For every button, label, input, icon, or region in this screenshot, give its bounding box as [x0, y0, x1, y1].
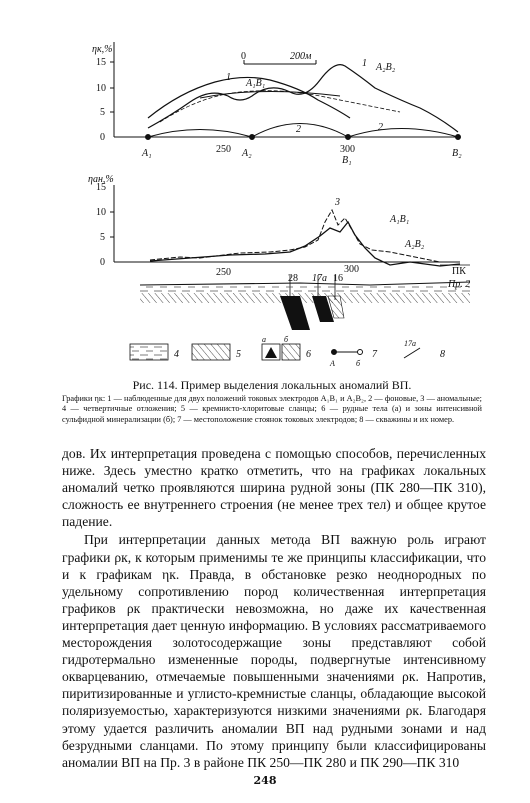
profile-label: Пр. 2: [448, 279, 471, 290]
figure-114: [0, 0, 530, 375]
figure-legend-text: Графики ηк: 1 — наблюденные для двух положений токовых электродов A₁B₁ и A₂B₂, 2 — фоновые, 3 — аномальные; 4 — четвертичные отложения; 5 — кремнисто-хлоритовые сланцы; 6 — рудные тела (а) и зоны интенсивной сульфидной минерализации (б); 7 — местоположение стоянок токовых электродов; 8 — скважины и их номер.: [62, 394, 482, 424]
well-label: 17а: [312, 273, 327, 284]
page-number: 248: [253, 774, 277, 787]
y-tick: 15: [96, 57, 106, 68]
legend-sub: б: [284, 335, 289, 344]
scale-label: 200м: [290, 51, 312, 62]
well-label: 28: [288, 273, 298, 284]
curve-label: A₁B₁: [390, 214, 410, 225]
y-tick: 0: [100, 132, 105, 143]
upper-graph: [110, 42, 461, 140]
curve-label: 2: [378, 122, 383, 133]
axis-label: A₂: [242, 148, 252, 159]
axis-label: 250: [216, 267, 231, 278]
axis-label: A₁: [142, 148, 152, 159]
axis-label: ПК: [452, 266, 466, 277]
paragraph: дов. Их интерпретация проведена с помощью способов, перечисленных ниже. Здесь уместно кратко отметить, что на графиках локальных аномалий четко проявляются ширина рудной зоны (ПК 280—ПК 310), сложность ее внутреннего строения (не менее трех тел) и общее крутое падение.: [62, 446, 486, 530]
axis-label: 300: [344, 264, 359, 275]
y-tick: 5: [100, 232, 105, 243]
scale-zero: 0: [241, 51, 246, 62]
y-tick: 15: [96, 182, 106, 193]
curve-label: A₂B₂: [376, 62, 396, 73]
y-tick: 5: [100, 107, 105, 118]
legend-number: 8: [440, 349, 445, 360]
axis-label: B₁: [342, 155, 352, 166]
legend-number: 5: [236, 349, 241, 360]
paragraph: При интерпретации данных метода ВП важную роль играют графики ρк, к которым применимы те же принципы классификации, что и к графикам ηк. Правда, в обстановке резко неоднородных по удельному сопротивлению пород количественная интерпретация графиков ρк практически невозможна, но даже их качественная интерпретация дает ценную информацию. В условиях рассматриваемого месторождения золотосодержащие зоны представляют собой гидротермально измененные породы, подвергнутые интенсивному окварцеванию, отмечаемые повышенными значениями ρк. Напротив, пиритизированные и углисто-кремнистые сланцы, обладающие высокой поляризуемостью, характеризуются низкими значениями ρк. Благодаря этому удается различить аномалии ВП над рудными зонами и над безрудными сланцами. По этому принципу были классифицированы аномалии ВП на Пр. 3 в районе ПК 250—ПК 280 и ПК 290—ПК 310: [62, 532, 486, 770]
curve-label: 3: [335, 197, 340, 208]
curve-label: 2: [296, 124, 301, 135]
body-text: [62, 445, 486, 771]
y-tick: 10: [96, 207, 106, 218]
lower-graph-labels: [88, 174, 470, 290]
well-label: 16: [333, 273, 343, 284]
quaternary-layer: [140, 285, 470, 293]
upper-ylabel: ηк,%: [92, 44, 113, 55]
lower-ylabel: ηан,%: [88, 174, 114, 185]
curve-label: A₁B₁: [246, 78, 266, 89]
legend-sub: А: [330, 359, 335, 368]
axis-label: B₂: [452, 148, 462, 159]
curve-label: 1: [226, 72, 231, 83]
curve-label: A₂B₂: [405, 239, 425, 250]
legend-sub: б: [356, 359, 361, 368]
y-tick: 10: [96, 83, 106, 94]
legend-number: 7: [372, 349, 377, 360]
axis-label: 300: [340, 144, 355, 155]
curve-label: 1: [362, 58, 367, 69]
legend-number: 6: [306, 349, 311, 360]
axis-label: 250: [216, 144, 231, 155]
legend-number: 4: [174, 349, 179, 360]
upper-graph-labels: [92, 44, 462, 166]
legend-sub: а: [262, 335, 266, 344]
y-tick: 0: [100, 257, 105, 268]
legend-sub: 17а: [404, 339, 416, 348]
schist-layer: [140, 293, 470, 303]
figure-caption: Рис. 114. Пример выделения локальных аномалий ВП.: [132, 378, 412, 392]
